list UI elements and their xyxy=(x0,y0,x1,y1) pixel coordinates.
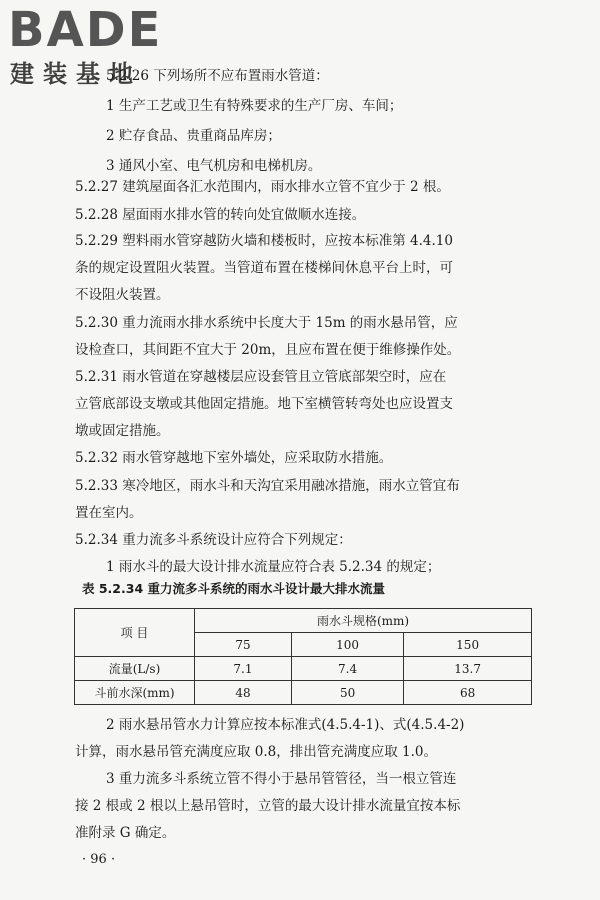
item-5-2-34-2: 2 雨水悬吊管水力计算应按本标准式(4.5.4-1)、式(4.5.4-2) xyxy=(106,717,465,733)
table-row xyxy=(75,657,532,681)
spec-150: 150 xyxy=(404,633,532,657)
item-5-2-34-3: 3 重力流多斗系统立管不得小于悬吊管管径，当一根立管连 xyxy=(106,771,457,787)
clause-5-2-31-line-2: 立管底部设支墩或其他固定措施。地下室横管转弯处也应设置支 xyxy=(75,396,453,412)
clause-5-2-32: 5.2.32 雨水管穿越地下室外墙处，应采取防水措施。 xyxy=(75,450,393,466)
item-5-2-34-2-line-2: 计算，雨水悬吊管充满度应取 0.8，排出管充满度应取 1.0。 xyxy=(75,744,438,760)
clause-5-2-29-line-3: 不设阻火装置。 xyxy=(75,287,170,303)
clause-5-2-27: 5.2.27 建筑屋面各汇水范围内，雨水排水立管不宜少于 2 根。 xyxy=(75,179,450,195)
table-row xyxy=(75,681,532,705)
item-5-2-34-3-line-2: 接 2 根或 2 根以上悬吊管时，立管的最大设计排水流量宜按本标 xyxy=(75,798,461,814)
row-label-depth: 斗前水深(mm) xyxy=(75,681,195,705)
item-5-2-34-3-line-3: 准附录 G 确定。 xyxy=(75,825,176,841)
clause-5-2-30: 5.2.30 重力流雨水排水系统中长度大于 15m 的雨水悬吊管，应 xyxy=(75,315,458,331)
clause-5-2-28: 5.2.28 屋面雨水排水管的转向处宜做顺水连接。 xyxy=(75,207,366,223)
depth-75: 48 xyxy=(195,681,292,705)
spec-75: 75 xyxy=(195,633,292,657)
clause-5-2-26: 5.2.26 下列场所不应布置雨水管道： xyxy=(106,68,329,84)
table-header-item: 项 目 xyxy=(75,609,195,657)
table-caption: 表 5.2.34 重力流多斗系统的雨水斗设计最大排水流量 xyxy=(82,581,385,596)
item-2: 2 贮存食品、贵重商品库房； xyxy=(106,128,281,144)
spec-100: 100 xyxy=(291,633,403,657)
row-label-flow: 流量(L/s) xyxy=(75,657,195,681)
logo-subtitle: 建装基地 xyxy=(10,60,142,88)
item-1: 1 生产工艺或卫生有特殊要求的生产厂房、车间； xyxy=(106,98,403,114)
flow-table xyxy=(74,608,532,705)
item-3: 3 通风小室、电气机房和电梯机房。 xyxy=(106,158,322,174)
clause-5-2-29-line-2: 条的规定设置阻火装置。当管道布置在楼梯间休息平台上时，可 xyxy=(75,260,453,276)
clause-5-2-33-line-2: 置在室内。 xyxy=(75,505,143,521)
clause-5-2-30-line-2: 设检查口，其间距不宜大于 20m，且应布置在便于维修操作处。 xyxy=(75,342,461,358)
clause-5-2-31-line-3: 墩或固定措施。 xyxy=(75,423,170,439)
clause-5-2-34: 5.2.34 重力流多斗系统设计应符合下列规定： xyxy=(75,532,352,548)
depth-100: 50 xyxy=(291,681,403,705)
table-header-spec: 雨水斗规格(mm) xyxy=(195,609,532,633)
item-5-2-34-1: 1 雨水斗的最大设计排水流量应符合表 5.2.34 的规定； xyxy=(106,559,441,575)
depth-150: 68 xyxy=(404,681,532,705)
page-number: · 96 · xyxy=(82,852,116,867)
flow-75: 7.1 xyxy=(195,657,292,681)
logo-mark: BADE xyxy=(8,2,163,58)
clause-5-2-29: 5.2.29 塑料雨水管穿越防火墙和楼板时，应按本标准第 4.4.10 xyxy=(75,233,453,249)
flow-100: 7.4 xyxy=(291,657,403,681)
clause-5-2-33: 5.2.33 寒冷地区，雨水斗和天沟宜采用融冰措施，雨水立管宜布 xyxy=(75,478,460,494)
flow-150: 13.7 xyxy=(404,657,532,681)
clause-5-2-31: 5.2.31 雨水管道在穿越楼层应设套管且立管底部架空时，应在 xyxy=(75,369,447,385)
